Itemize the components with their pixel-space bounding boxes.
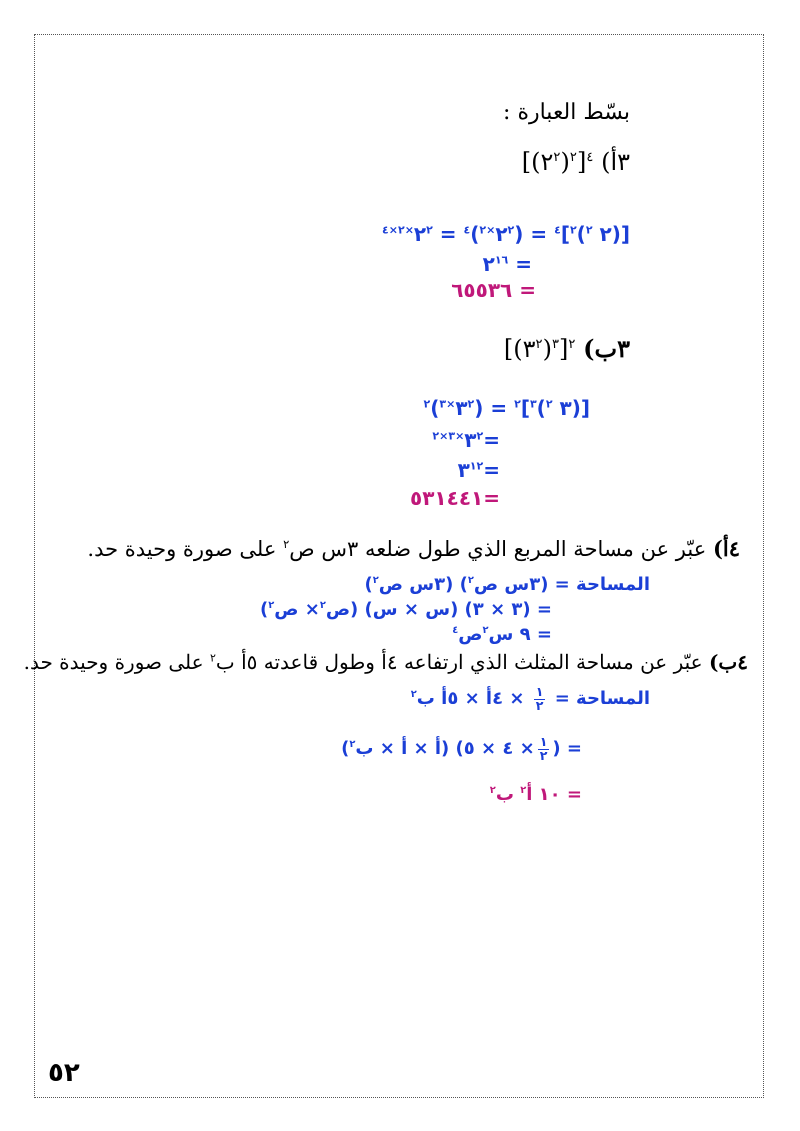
problem-3b-expression: ٣ب) $[(٣^٢)^٣]^٢$: [503, 334, 630, 363]
problem-3a-label: ٣أ): [601, 148, 630, 176]
problem-4b-result: = ١٠ أ$^٢$ ب$^٢$: [489, 784, 582, 805]
problem-4a-question: ٤أ) عبّر عن مساحة المربع الذي طول ضلعه ٣س ص$^٢$ على صورة وحيدة حد.: [87, 536, 740, 561]
problem-4b-label: ٤ب): [708, 650, 748, 674]
problem-4a-label: ٤أ): [712, 536, 740, 561]
problem-3b-step-1: [(٣ $^٢)^٣]^٢ = (٣^{٢\times ٣})^٢$: [423, 396, 590, 420]
problem-4a-step-2: = (٣ × ٣) (س × س) (ص$^٢$× ص$^٢$): [259, 599, 552, 620]
page-border: [34, 34, 764, 1098]
section-heading: بسّط العبارة :: [503, 100, 630, 125]
problem-3b-step-2: $=٣^{٢\times ٣\times ٢}$: [432, 428, 500, 452]
problem-3a-step-2: = $٢^{١٦}$: [482, 252, 532, 276]
problem-3b-result: =٥٣١٤٤١: [409, 486, 500, 510]
problem-4b-step-1: المساحة = $\frac{١}{٢}$ × ٤أ × ٥أ ب$^٢$: [410, 684, 650, 713]
problem-3b-label: ٣ب): [583, 334, 630, 363]
problem-4b-step-2: = ( $\frac{١}{٢}$ × ٤ × ٥) (أ × أ × ب$^٢$): [341, 734, 582, 763]
problem-3a-step-1: [(٢ $^٢)^٢]^٤ = (٢^{٢\times ٢})^٤$ = $٢^{٢\times ٢\times ٤}$: [382, 222, 630, 246]
problem-4a-result: = ٩ س$^٢$ص$^٤$: [452, 624, 552, 645]
problem-3a-result: = ٦٥٥٣٦: [451, 278, 536, 302]
page-number: ٥٢: [48, 1058, 80, 1088]
problem-3b-step-3: $=٣^{١٢}$: [457, 458, 500, 482]
problem-3a-expression: ٣أ) $[(٢^٢)^٢]^٤$: [521, 148, 630, 176]
problem-4a-step-1: المساحة = (٣س ص$^٢$) (٣س ص$^٢$): [364, 574, 650, 595]
problem-4b-question: ٤ب) عبّر عن مساحة المثلث الذي ارتفاعه ٤أ وطول قاعدته ٥أ ب$^٢$ على صورة وحيدة حد.: [23, 650, 748, 674]
